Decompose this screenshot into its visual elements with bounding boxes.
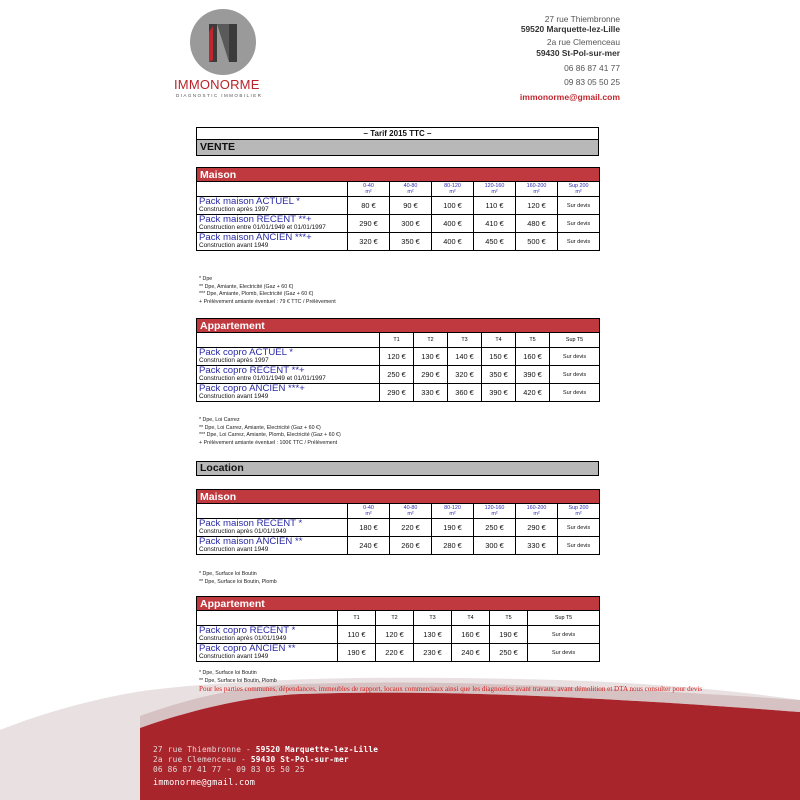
price-cell: 250 € bbox=[474, 519, 516, 537]
price-cell: 480 € bbox=[516, 215, 558, 233]
pack-construction: Construction avant 1949 bbox=[199, 242, 269, 249]
pack-construction: Construction entre 01/01/1949 et 01/01/1997 bbox=[199, 224, 326, 231]
column-header: T3 bbox=[414, 611, 452, 626]
footnote: ** Dpe, Amiante, Electricité (Gaz + 60 €) bbox=[199, 283, 294, 290]
pack-label bbox=[197, 384, 380, 402]
pack-construction: Construction après 01/01/1949 bbox=[199, 635, 287, 642]
price-cell: 240 € bbox=[452, 644, 490, 662]
footnote: *** Dpe, Loi Carrez, Amiante, Plomb, Electricité (Gaz + 60 €) bbox=[199, 432, 341, 439]
price-cell: 130 € bbox=[414, 348, 448, 366]
table-row bbox=[197, 197, 600, 215]
pack-name: Pack maison ANCIEN ** bbox=[199, 536, 303, 547]
column-header: T3 bbox=[448, 333, 482, 348]
price-cell: 260 € bbox=[390, 537, 432, 555]
price-cell: Sur devis bbox=[558, 197, 600, 215]
vente-section: VENTE bbox=[197, 139, 598, 155]
table-row bbox=[197, 384, 600, 402]
price-cell: Sur devis bbox=[528, 626, 600, 644]
price-cell: Sur devis bbox=[550, 384, 600, 402]
vente-appart-table bbox=[196, 318, 600, 402]
footnote: * Dpe, Surface loi Boutin bbox=[199, 571, 257, 577]
price-cell: 220 € bbox=[376, 644, 414, 662]
price-cell: 180 € bbox=[348, 519, 390, 537]
table-header-row bbox=[197, 504, 600, 519]
pack-label bbox=[197, 366, 380, 384]
vente-appart-notes bbox=[199, 417, 341, 447]
price-cell: 290 € bbox=[380, 384, 414, 402]
tarif-banner bbox=[196, 127, 599, 156]
table-row bbox=[197, 537, 600, 555]
location-appart-table bbox=[196, 596, 600, 662]
column-header: 40-80 m² bbox=[390, 182, 432, 197]
footer-email: immonorme@gmail.com bbox=[153, 778, 256, 788]
brand-tagline: DIAGNOSTIC IMMOBILIER bbox=[176, 93, 263, 98]
footnote: * Dpe, Loi Carrez bbox=[199, 417, 240, 423]
column-header: 0-40 m² bbox=[348, 504, 390, 519]
price-cell: 400 € bbox=[432, 215, 474, 233]
table-row bbox=[197, 626, 600, 644]
address2-city: 59430 St-Pol-sur-mer bbox=[536, 47, 620, 58]
price-cell: 390 € bbox=[482, 384, 516, 402]
footnote: ** Dpe, Loi Carrez, Amiante, Electricité (Gaz + 60 €) bbox=[199, 424, 321, 431]
pack-name: Pack copro RECENT * bbox=[199, 625, 296, 636]
price-cell: Sur devis bbox=[550, 366, 600, 384]
price-cell: Sur devis bbox=[528, 644, 600, 662]
column-header: Sup T5 bbox=[528, 611, 600, 626]
price-cell: 330 € bbox=[516, 537, 558, 555]
location-appart-notes bbox=[199, 670, 702, 695]
pack-name: Pack maison RECENT **+ bbox=[199, 214, 312, 225]
pack-name: Pack copro ANCIEN ** bbox=[199, 643, 296, 654]
column-header: Sup 200 m² bbox=[558, 182, 600, 197]
price-cell: 360 € bbox=[448, 384, 482, 402]
address1-street: 27 rue Thiembronne bbox=[544, 14, 620, 24]
address1-city: 59520 Marquette-lez-Lille bbox=[520, 24, 620, 35]
price-cell: 120 € bbox=[380, 348, 414, 366]
price-cell: 190 € bbox=[490, 626, 528, 644]
price-cell: 290 € bbox=[516, 519, 558, 537]
price-cell: 450 € bbox=[474, 233, 516, 251]
price-cell: 320 € bbox=[448, 366, 482, 384]
column-header: 120-160 m² bbox=[474, 182, 516, 197]
price-cell: 120 € bbox=[516, 197, 558, 215]
pack-construction: Construction entre 01/01/1949 et 01/01/1997 bbox=[199, 375, 326, 382]
price-cell: 300 € bbox=[390, 215, 432, 233]
location-maison-table bbox=[196, 489, 600, 555]
pack-label bbox=[197, 519, 348, 537]
price-cell: 350 € bbox=[390, 233, 432, 251]
column-header: Sup T5 bbox=[550, 333, 600, 348]
column-header: T2 bbox=[376, 611, 414, 626]
email: immonorme@gmail.com bbox=[519, 91, 620, 102]
pack-construction: Construction après 1997 bbox=[199, 206, 269, 213]
vente-maison-table bbox=[196, 167, 600, 251]
table-header-row bbox=[197, 611, 600, 626]
price-cell: 160 € bbox=[516, 348, 550, 366]
pack-label bbox=[197, 626, 338, 644]
column-header: 160-200 m² bbox=[516, 182, 558, 197]
footer-contact bbox=[153, 745, 378, 788]
price-cell: 250 € bbox=[380, 366, 414, 384]
column-header: 160-200 m² bbox=[516, 504, 558, 519]
location-maison-notes bbox=[199, 571, 277, 586]
table-row bbox=[197, 519, 600, 537]
pack-construction: Construction avant 1949 bbox=[199, 546, 269, 553]
column-header: 0-40 m² bbox=[348, 182, 390, 197]
column-header: T1 bbox=[380, 333, 414, 348]
column-header: T2 bbox=[414, 333, 448, 348]
footnote: * Dpe, Surface loi Boutin bbox=[199, 670, 257, 676]
column-header: T5 bbox=[490, 611, 528, 626]
price-cell: 130 € bbox=[414, 626, 452, 644]
table-row bbox=[197, 215, 600, 233]
price-cell: 390 € bbox=[516, 366, 550, 384]
footer-city-2: 59430 St-Pol-sur-mer bbox=[250, 755, 349, 764]
header-contact-block bbox=[520, 14, 620, 102]
pack-construction: Construction avant 1949 bbox=[199, 653, 269, 660]
price-cell: 350 € bbox=[482, 366, 516, 384]
pack-name: Pack copro ACTUEL * bbox=[199, 347, 294, 358]
location-section: Location bbox=[196, 461, 599, 476]
column-header: T5 bbox=[516, 333, 550, 348]
tarif-title: – Tarif 2015 TTC – bbox=[363, 129, 432, 138]
table-header-row bbox=[197, 182, 600, 197]
pack-name: Pack maison ANCIEN ***+ bbox=[199, 232, 312, 243]
pack-name: Pack copro ANCIEN ***+ bbox=[199, 383, 305, 394]
pack-construction: Construction après 01/01/1949 bbox=[199, 528, 287, 535]
footnote: + Prélèvement amiante éventuel : 79 € TTC / Prélèvement bbox=[199, 298, 336, 305]
footnote: + Prélèvement amiante éventuel : 100€ TTC / Prélèvement bbox=[199, 439, 338, 446]
price-cell: Sur devis bbox=[558, 233, 600, 251]
pack-label bbox=[197, 197, 348, 215]
price-cell: 330 € bbox=[414, 384, 448, 402]
pack-label bbox=[197, 215, 348, 233]
price-cell: 500 € bbox=[516, 233, 558, 251]
pack-name: Pack maison RECENT * bbox=[199, 518, 303, 529]
price-cell: 320 € bbox=[348, 233, 390, 251]
price-cell: 400 € bbox=[432, 233, 474, 251]
table-row bbox=[197, 366, 600, 384]
pack-construction: Construction avant 1949 bbox=[199, 393, 269, 400]
footer-phones: 06 86 87 41 77 - 09 83 05 50 25 bbox=[153, 765, 305, 774]
footnote: ** Dpe, Surface loi Boutin, Plomb bbox=[199, 578, 277, 585]
price-cell: 110 € bbox=[474, 197, 516, 215]
price-cell: 240 € bbox=[348, 537, 390, 555]
column-header: 80-120 m² bbox=[432, 182, 474, 197]
table-title: Appartement bbox=[197, 319, 600, 333]
price-cell: 100 € bbox=[432, 197, 474, 215]
phone-2: 09 83 05 50 25 bbox=[564, 77, 620, 88]
footer-street-2: 2a rue Clemenceau - bbox=[153, 755, 251, 764]
footnote: * Dpe bbox=[199, 276, 213, 282]
pack-label bbox=[197, 537, 348, 555]
price-cell: Sur devis bbox=[558, 537, 600, 555]
devis-notice: Pour les parties communes, dépendances, immeubles de rapport, locaux commerciaux ainsi que les diagnostics avant travaux, avant démolition et DTA nous consulter pour devis bbox=[199, 685, 703, 694]
price-cell: 190 € bbox=[338, 644, 376, 662]
price-cell: 90 € bbox=[390, 197, 432, 215]
footer-city-1: 59520 Marquette-lez-Lille bbox=[255, 745, 379, 754]
price-cell: 80 € bbox=[348, 197, 390, 215]
price-cell: 290 € bbox=[414, 366, 448, 384]
brand-name: IMMONORME bbox=[174, 77, 260, 92]
table-row bbox=[197, 233, 600, 251]
footnote: ** Dpe, Surface loi Boutin, Plomb bbox=[199, 677, 277, 684]
price-cell: Sur devis bbox=[550, 348, 600, 366]
price-cell: Sur devis bbox=[558, 215, 600, 233]
price-cell: 280 € bbox=[432, 537, 474, 555]
pack-label bbox=[197, 348, 380, 366]
column-header: T1 bbox=[338, 611, 376, 626]
pack-name: Pack maison ACTUEL * bbox=[199, 196, 300, 207]
table-row bbox=[197, 644, 600, 662]
column-header: T4 bbox=[482, 333, 516, 348]
price-cell: 110 € bbox=[338, 626, 376, 644]
price-cell: 150 € bbox=[482, 348, 516, 366]
price-cell: 230 € bbox=[414, 644, 452, 662]
footer-street-1: 27 rue Thiembronne - bbox=[153, 745, 256, 754]
table-title: Maison bbox=[197, 168, 600, 182]
address2-street: 2a rue Clemenceau bbox=[546, 37, 620, 48]
price-cell: 190 € bbox=[432, 519, 474, 537]
price-cell: Sur devis bbox=[558, 519, 600, 537]
pack-label bbox=[197, 644, 338, 662]
price-cell: 140 € bbox=[448, 348, 482, 366]
column-header: T4 bbox=[452, 611, 490, 626]
price-cell: 220 € bbox=[390, 519, 432, 537]
column-header: Sup 200 m² bbox=[558, 504, 600, 519]
table-title: Maison bbox=[197, 490, 600, 504]
footnote: *** Dpe, Amiante, Plomb, Electricité (Gaz + 60 €) bbox=[199, 291, 314, 298]
vente-maison-notes bbox=[199, 276, 336, 306]
table-row bbox=[197, 348, 600, 366]
price-cell: 160 € bbox=[452, 626, 490, 644]
column-header: 120-160 m² bbox=[474, 504, 516, 519]
price-cell: 120 € bbox=[376, 626, 414, 644]
price-cell: 290 € bbox=[348, 215, 390, 233]
price-cell: 410 € bbox=[474, 215, 516, 233]
pack-construction: Construction après 1997 bbox=[199, 357, 269, 364]
table-title: Appartement bbox=[197, 597, 600, 611]
phone-1: 06 86 87 41 77 bbox=[564, 62, 620, 73]
column-header: 40-80 m² bbox=[390, 504, 432, 519]
pack-label bbox=[197, 233, 348, 251]
column-header: 80-120 m² bbox=[432, 504, 474, 519]
pack-name: Pack copro RECENT **+ bbox=[199, 365, 305, 376]
price-cell: 250 € bbox=[490, 644, 528, 662]
price-cell: 420 € bbox=[516, 384, 550, 402]
price-cell: 300 € bbox=[474, 537, 516, 555]
table-header-row bbox=[197, 333, 600, 348]
